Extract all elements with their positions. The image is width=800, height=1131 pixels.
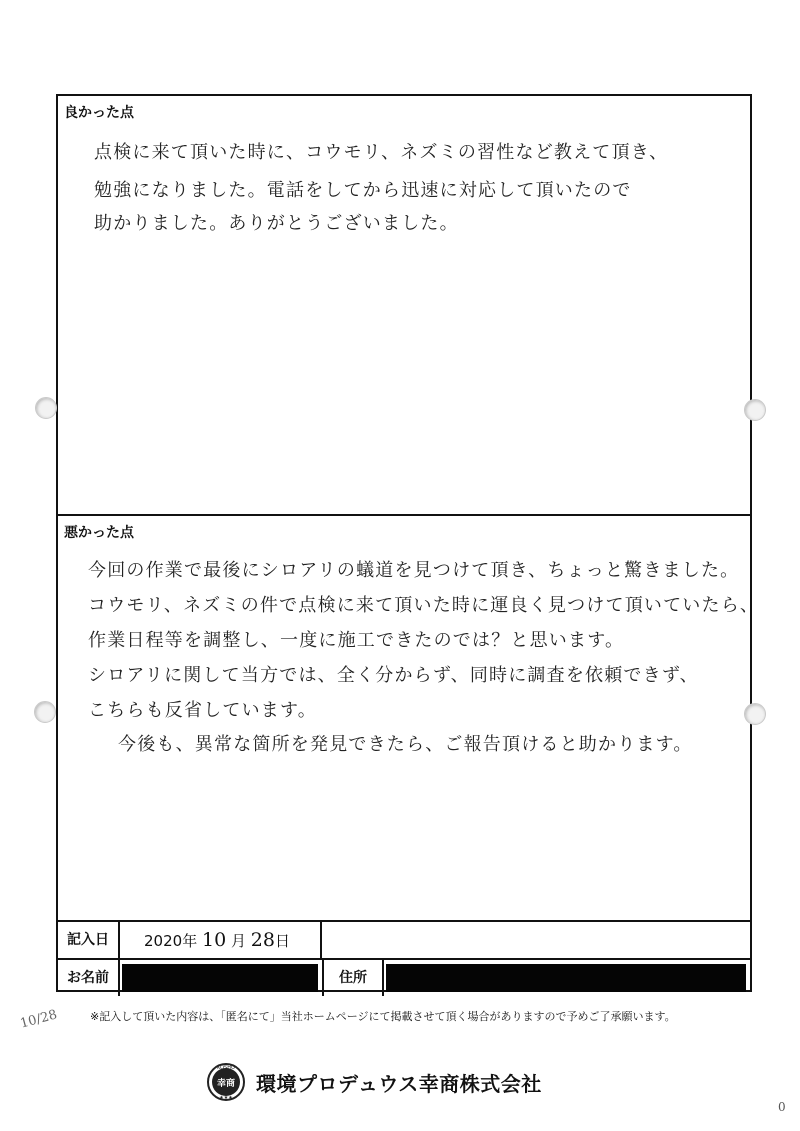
bad-points-label: 悪かった点 (64, 525, 134, 541)
punch-hole-right-top (744, 399, 766, 421)
scan-mark: 0 (778, 1100, 786, 1114)
bad-points-section (58, 516, 760, 921)
date-month: 10 (201, 929, 227, 951)
bad-line-6: 今後も、異常な箇所を発見できたら、ご報告頂けると助かります。 (118, 734, 693, 755)
bad-line-1: 今回の作業で最後にシロアリの蟻道を見つけて頂き、ちょっと驚きました。 (88, 560, 740, 581)
punch-hole-right-bottom (744, 703, 766, 725)
bad-line-3: 作業日程等を調整し、一度に施工できたのでは？と思います。 (88, 630, 625, 651)
bad-line-2: コウモリ、ネズミの件で点検に来て頂いた時に運良く見つけて頂いていたら、 (88, 595, 760, 616)
address-redaction (386, 964, 746, 992)
bad-line-5: こちらも反省しています。 (88, 700, 317, 721)
name-label: お名前 (58, 960, 120, 996)
feedback-form (56, 94, 760, 992)
good-line-2: 勉強になりました。電話をしてから迅速に対応して頂いたので (94, 180, 632, 201)
svg-text:★★★: ★★★ (219, 1095, 233, 1101)
bad-line-4: シロアリに関して当方では、全く分からず、同時に調査を依頼できず、 (88, 665, 699, 686)
date-row (58, 922, 750, 958)
svg-text:KOSHO: KOSHO (217, 1065, 235, 1071)
handwritten-date-mark: 10/28 (18, 1007, 59, 1032)
date-label: 記入日 (58, 922, 120, 958)
punch-hole-left-bottom (34, 701, 56, 723)
good-line-3: 助かりました。ありがとうございました。 (94, 213, 459, 234)
date-month-unit: 月 (230, 932, 246, 950)
company-name: 環境プロデュウス幸商株式会社 (256, 1071, 542, 1096)
date-day: 28 (250, 929, 275, 951)
date-year: 2020 (144, 932, 183, 950)
svg-text:幸商: 幸商 (216, 1079, 236, 1089)
date-value (120, 922, 322, 958)
company-logo (206, 1062, 542, 1102)
date-day-unit: 日 (274, 932, 290, 950)
punch-hole-left-top (35, 397, 57, 419)
disclaimer-note: ※記入して頂いた内容は、「匿名にて」当社ホームページにて掲載させて頂く場合がありますので予めご了承願います。 (90, 1010, 676, 1023)
good-points-section (58, 96, 750, 516)
name-address-row (58, 958, 750, 996)
good-points-label: 良かった点 (64, 105, 134, 121)
kosho-seal-icon (206, 1062, 246, 1102)
address-label: 住所 (322, 960, 384, 996)
date-year-unit: 年 (182, 932, 198, 950)
entry-table (58, 920, 750, 994)
good-line-1: 点検に来て頂いた時に、コウモリ、ネズミの習性など教えて頂き、 (94, 142, 669, 163)
name-redaction (122, 964, 318, 992)
